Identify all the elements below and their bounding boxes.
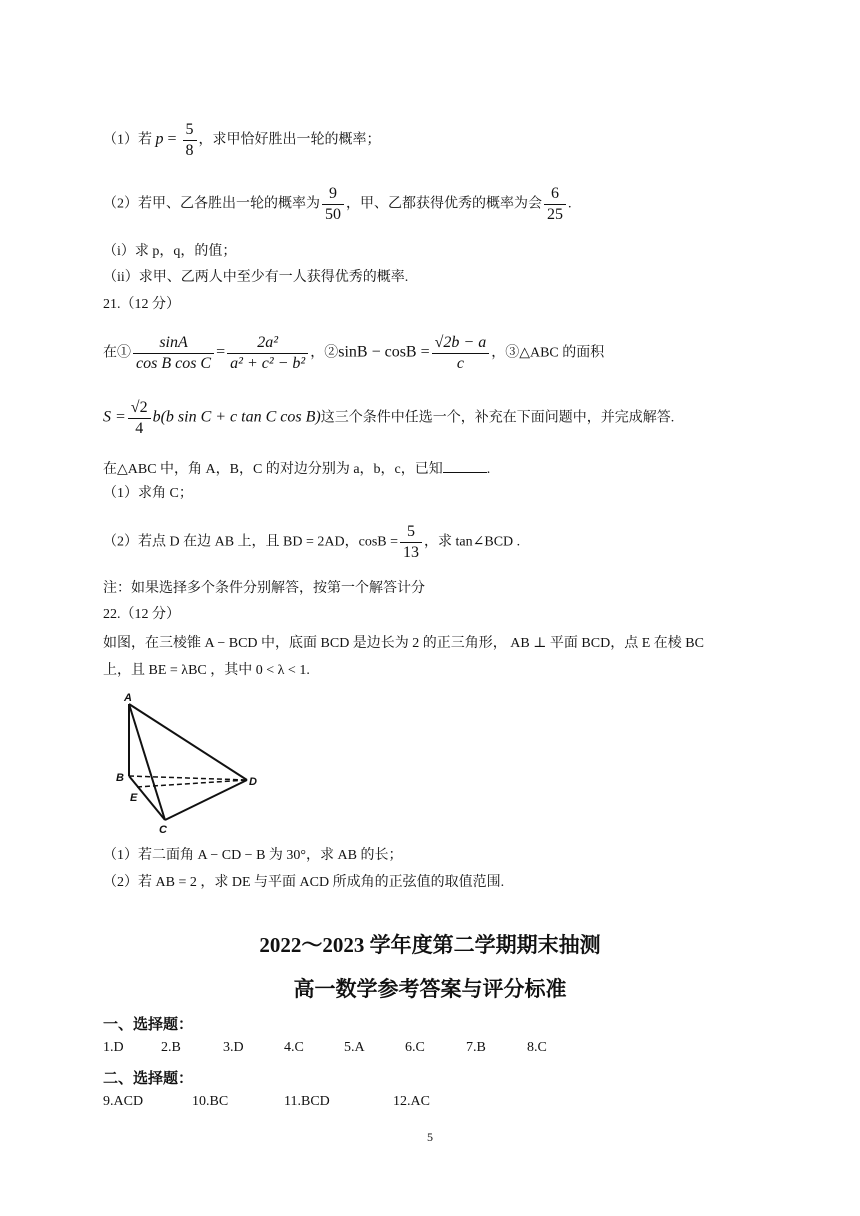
- condition-2-marker: ，②: [310, 345, 339, 361]
- numerator: 6: [551, 185, 559, 202]
- q20-part1-text: ，求甲恰好胜出一轮的概率；: [198, 132, 381, 148]
- section-2-heading: 二、选择题：: [103, 1071, 194, 1087]
- var-p: p: [155, 130, 164, 148]
- q22-part1: （1）若二面角 A − CD − B 为 30°，求 AB 的长；: [103, 848, 403, 863]
- answer-item: 1.D: [103, 1040, 124, 1055]
- answer-item: 10.BC: [192, 1094, 229, 1109]
- q21-given: [103, 458, 490, 480]
- q22-part2: （2）若 AB = 2 ，求 DE 与平面 ACD 所成角的正弦值的取值范围.: [103, 875, 505, 890]
- numerator: 5: [407, 523, 416, 540]
- tetrahedron-figure: [110, 690, 270, 840]
- label-b: B: [116, 772, 124, 784]
- q20-sub-ii: （ii）求甲、乙两人中至少有一人获得优秀的概率.: [103, 270, 409, 285]
- answers-row-1: [103, 1040, 603, 1060]
- period: .: [568, 196, 572, 212]
- numerator: 2a²: [257, 334, 279, 351]
- denominator: 25: [544, 204, 566, 225]
- q21-instruction: 这三个条件中任选一个，补充在下面问题中，并完成解答.: [320, 410, 675, 426]
- answer-item: 5.A: [344, 1040, 365, 1055]
- q20-part2: [103, 184, 572, 225]
- q21-given-text: 在△ABC 中，角 A，B，C 的对边分别为 a，b，c，已知: [103, 462, 443, 477]
- q22-header: 22.（12 分）: [103, 607, 180, 622]
- area-expression: b(b sin C + c tan C cos B): [152, 408, 321, 426]
- q21-part2-text: ，求 tan∠BCD .: [424, 534, 521, 550]
- label-d: D: [249, 776, 257, 788]
- q21-area-formula: [103, 398, 674, 439]
- fraction-5-13: [400, 522, 422, 563]
- numerator: sinA: [159, 334, 188, 351]
- numerator: √2: [130, 399, 148, 416]
- answer-item: 9.ACD: [103, 1094, 144, 1109]
- section-1-heading: 一、选择题：: [103, 1017, 194, 1033]
- condition-2-fraction: [432, 333, 490, 374]
- answer-item: 6.C: [405, 1040, 425, 1055]
- fraction-9-50: [322, 184, 344, 225]
- denominator: 50: [322, 204, 344, 225]
- answer-item: 7.B: [466, 1040, 486, 1055]
- q21-part1: （1）求角 C；: [103, 486, 193, 501]
- condition-3-text: ，③△ABC 的面积: [491, 345, 605, 361]
- q21-part2-prefix: （2）若点 D 在边 AB 上，且 BD = 2AD，cosB =: [103, 534, 399, 550]
- denominator: a² + c² − b²: [227, 353, 308, 374]
- q20-part2-middle: ，甲、乙都获得优秀的概率为会: [346, 196, 542, 212]
- label-e: E: [130, 792, 138, 804]
- edge-ad: [129, 704, 247, 780]
- answer-item: 4.C: [284, 1040, 304, 1055]
- q20-part1-prefix: （1）若: [103, 132, 156, 148]
- answer-key-title: 2022～2023 学年度第二学期期末抽测: [259, 933, 601, 957]
- page-number: 5: [427, 1130, 433, 1144]
- answers-row-2: [103, 1094, 603, 1114]
- denominator: 8: [183, 140, 197, 161]
- period: .: [486, 462, 491, 477]
- answer-item: 2.B: [161, 1040, 181, 1055]
- area-s-equals: S =: [103, 408, 126, 426]
- numerator: 9: [329, 185, 337, 202]
- answer-item: 3.D: [223, 1040, 244, 1055]
- answer-blank: [443, 458, 487, 473]
- denominator: cos B cos C: [133, 353, 214, 374]
- condition-1-marker: 在①: [103, 345, 131, 361]
- answer-key-subtitle: 高一数学参考答案与评分标准: [293, 977, 567, 1001]
- fraction-sqrt2-4: [128, 398, 151, 439]
- q22-line2: 上，且 BE = λBC ，其中 0 < λ < 1.: [103, 663, 310, 678]
- fraction-5-8: [183, 120, 197, 161]
- q21-conditions: [103, 333, 604, 374]
- numerator: 5: [185, 121, 194, 138]
- edge-cd: [165, 780, 247, 820]
- q21-note: 注：如果选择多个条件分别解答，按第一个解答计分: [103, 581, 425, 596]
- denominator: 4: [128, 418, 151, 439]
- q21-part2: [103, 522, 520, 563]
- label-a: A: [124, 692, 132, 704]
- condition-1-left-fraction: [133, 333, 214, 374]
- numerator: √2b − a: [434, 334, 487, 351]
- denominator: c: [432, 353, 490, 374]
- q20-part2-prefix: （2）若甲、乙各胜出一轮的概率为: [103, 196, 320, 212]
- answer-item: 11.BCD: [284, 1094, 330, 1109]
- edge-bd-hidden: [129, 776, 247, 780]
- answer-item: 12.AC: [393, 1094, 430, 1109]
- q20-sub-i: （i）求 p，q，的值；: [103, 244, 237, 259]
- equals-sign: =: [216, 343, 226, 361]
- q21-header: 21.（12 分）: [103, 297, 180, 312]
- fraction-6-25: [544, 184, 566, 225]
- label-c: C: [159, 824, 167, 836]
- condition-2-expression: sinB − cosB =: [338, 343, 430, 361]
- equals-sign: =: [163, 130, 181, 148]
- answer-item: 8.C: [527, 1040, 547, 1055]
- q22-line1: 如图，在三棱锥 A − BCD 中，底面 BCD 是边长为 2 的正三角形， AB ⊥ 平面 BCD，点 E 在棱 BC: [103, 636, 704, 651]
- denominator: 13: [400, 542, 422, 563]
- condition-1-right-fraction: [227, 333, 308, 374]
- q20-part1: [103, 120, 381, 161]
